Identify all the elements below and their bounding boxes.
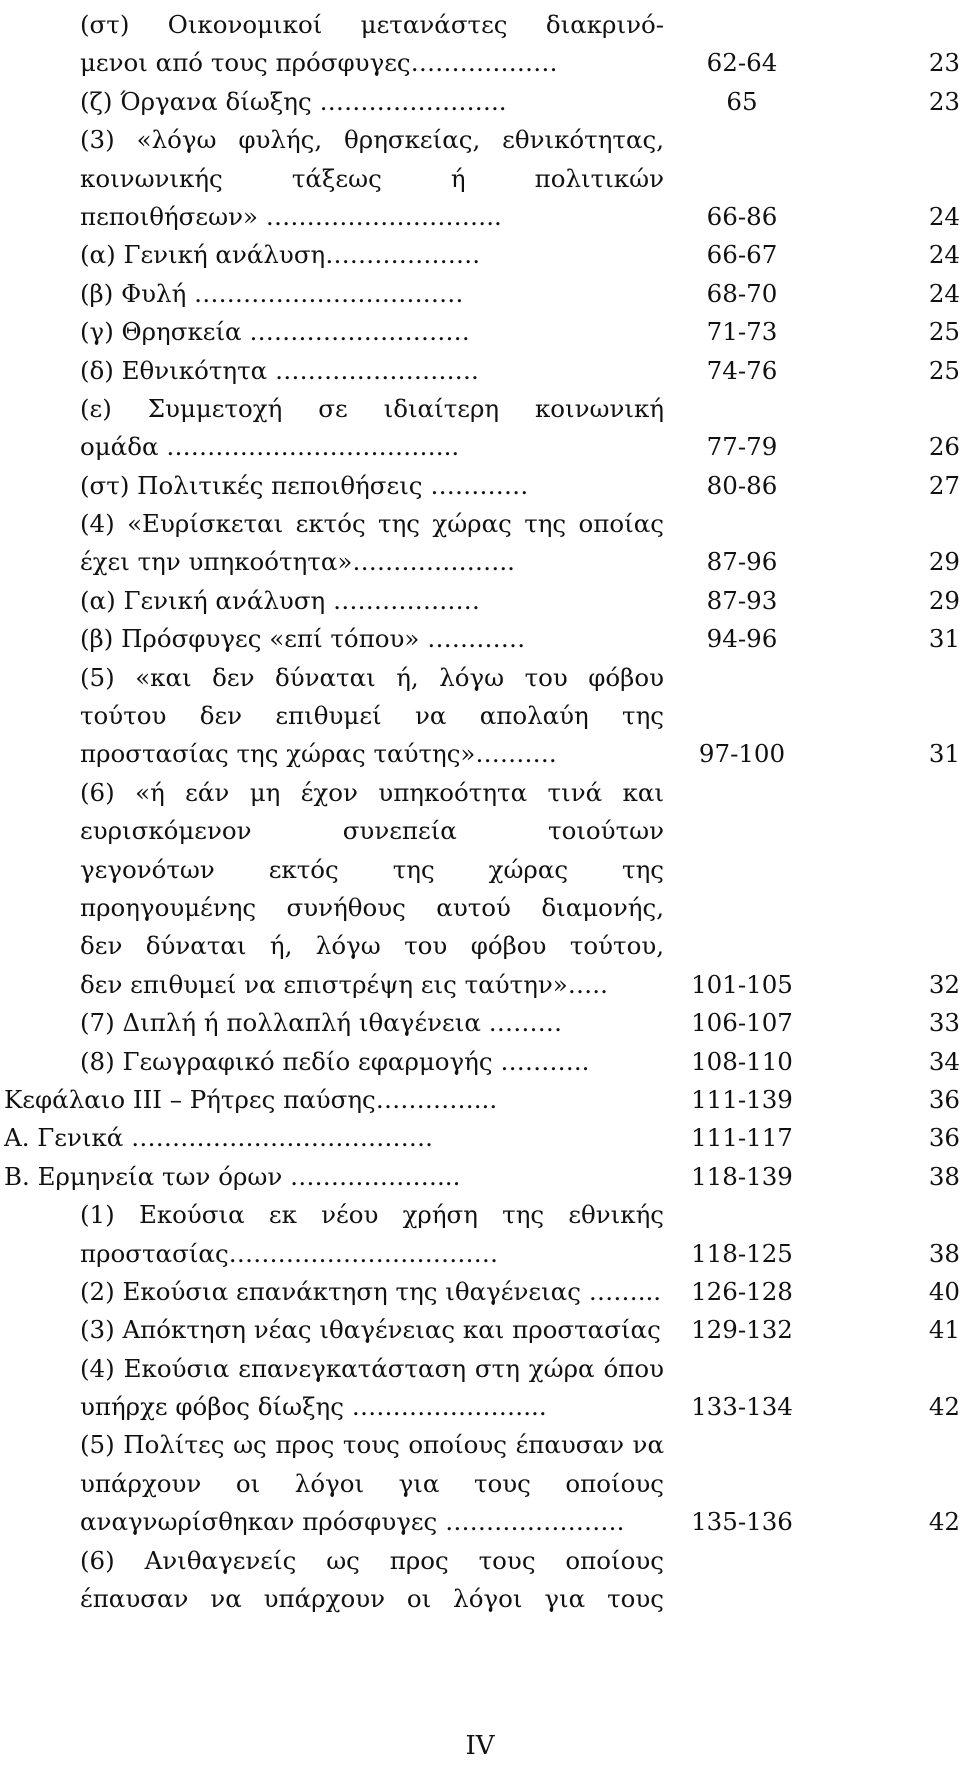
paragraph-range-cell — [672, 6, 812, 83]
page-folio: IV — [465, 1731, 495, 1761]
toc-entry — [0, 620, 960, 658]
toc-entry-line: υπάρχουν οι λόγοι για τους οποίους — [80, 1468, 664, 1498]
paragraph-range-cell — [672, 390, 812, 467]
paragraph-range: 66-67 — [706, 240, 778, 270]
toc-entry-line: κοινωνικής τάξεως ή πολιτικών — [80, 163, 664, 193]
page-number: 26 — [928, 432, 960, 462]
paragraph-range: 62-64 — [706, 48, 778, 78]
paragraph-range-cell — [672, 1043, 812, 1081]
paragraph-range-cell — [672, 659, 812, 774]
toc-entry-line: υπήρχε φόβος δίωξης …………………... — [80, 1392, 547, 1422]
toc-entry — [0, 1119, 960, 1157]
page-number-cell — [812, 774, 960, 1004]
paragraph-range-cell — [672, 467, 812, 505]
paragraph-range: 129-132 — [691, 1315, 793, 1345]
toc-entry — [0, 1004, 960, 1042]
toc-entry — [0, 1081, 960, 1119]
toc-entry-title — [0, 275, 672, 313]
paragraph-range: 74-76 — [706, 355, 778, 385]
paragraph-range: 126-128 — [691, 1276, 793, 1306]
toc-entry-line: (στ) Οικονομικοί μετανάστες διακρινό- — [80, 10, 664, 39]
page-number-cell — [812, 1311, 960, 1349]
paragraph-range: 106-107 — [691, 1008, 793, 1038]
paragraph-range-cell — [672, 1081, 812, 1119]
toc-entry-title — [0, 467, 672, 505]
toc-entry-title — [0, 313, 672, 351]
page-number-cell — [812, 467, 960, 505]
paragraph-range-cell — [672, 1158, 812, 1196]
toc-entry-line: (ζ) Όργανα δίωξης ………………….. — [80, 86, 507, 116]
toc-entry — [0, 774, 960, 1004]
page-number: 42 — [928, 1507, 960, 1537]
page-number-cell — [812, 1426, 960, 1541]
page-number: 41 — [928, 1315, 960, 1345]
paragraph-range: 118-139 — [691, 1161, 793, 1191]
toc-entry — [0, 121, 960, 236]
toc-entry-title — [0, 352, 672, 390]
toc-entry — [0, 1273, 960, 1311]
toc-entry-title — [0, 1426, 672, 1541]
page-number: 23 — [928, 48, 960, 78]
toc-entry-title — [0, 1311, 672, 1349]
page-number-cell — [812, 1273, 960, 1311]
toc-entry — [0, 1196, 960, 1273]
paragraph-range: 87-93 — [706, 585, 778, 615]
toc-entry-line: έπαυσαν να υπάρχουν οι λόγοι για τους — [80, 1584, 664, 1614]
toc-entry-line: δεν δύναται ή, λόγω του φόβου τούτου, — [80, 931, 664, 961]
toc-entry-line: (β) Φυλή …………………………… — [80, 278, 464, 308]
page-number-cell — [812, 121, 960, 236]
paragraph-range-cell — [672, 1119, 812, 1157]
toc-entry-title — [0, 774, 672, 1004]
toc-entry-title — [0, 1196, 672, 1273]
toc-entry-line: ευρισκόμενον συνεπεία τοιούτων — [80, 816, 664, 846]
toc-entry-line: (α) Γενική ανάλυση ……………… — [80, 585, 481, 615]
toc-entry-title — [0, 620, 672, 658]
toc-entry-title — [0, 659, 672, 774]
page-number-cell — [812, 1542, 960, 1619]
page-number: 36 — [928, 1084, 960, 1114]
toc-entry-title — [0, 236, 672, 274]
page-number-cell — [812, 505, 960, 582]
page-number-cell — [812, 1350, 960, 1427]
toc-entry-line: (5) «και δεν δύναται ή, λόγω του φόβου — [80, 662, 664, 692]
toc-entry-line: (α) Γενική ανάλυση………………. — [80, 240, 481, 270]
toc-entry-line: (4) «Ευρίσκεται εκτός της χώρας της οποίας — [80, 509, 664, 539]
toc-entry-line: Β. Ερμηνεία των όρων ………………... — [4, 1161, 461, 1191]
toc-entry-line: Κεφάλαιο ΙΙΙ – Ρήτρες παύσης…………... — [4, 1084, 498, 1114]
toc-entry — [0, 659, 960, 774]
paragraph-range: 97-100 — [698, 739, 786, 769]
page-number-cell — [812, 1081, 960, 1119]
toc-entry — [0, 83, 960, 121]
toc-entry-title — [0, 1004, 672, 1042]
paragraph-range: 135-136 — [691, 1507, 793, 1537]
toc-entry-line: (β) Πρόσφυγες «επί τόπου» ………… — [80, 624, 526, 654]
toc-entry-title — [0, 505, 672, 582]
page-number: 42 — [928, 1392, 960, 1422]
toc-entry-line: προστασίας της χώρας ταύτης»………. — [80, 739, 557, 769]
page-number-cell — [812, 1158, 960, 1196]
paragraph-range: 111-117 — [691, 1123, 793, 1153]
page-number: 34 — [928, 1046, 960, 1076]
paragraph-range: 101-105 — [691, 969, 793, 999]
page-number: 31 — [928, 739, 960, 769]
paragraph-range-cell — [672, 620, 812, 658]
toc-entry — [0, 582, 960, 620]
page-number-cell — [812, 1043, 960, 1081]
toc-entry-title — [0, 1119, 672, 1157]
page-number-cell — [812, 1119, 960, 1157]
paragraph-range: 87-96 — [706, 547, 778, 577]
page-number: 24 — [928, 201, 960, 231]
page-number: 27 — [928, 470, 960, 500]
page-number: 38 — [928, 1238, 960, 1268]
toc-entry-line: (3) «λόγω φυλής, θρησκείας, εθνικότητας, — [80, 125, 664, 155]
page-number-cell — [812, 1196, 960, 1273]
toc-entry — [0, 6, 960, 83]
toc-entry-title — [0, 1158, 672, 1196]
toc-entry — [0, 390, 960, 467]
paragraph-range: 77-79 — [706, 432, 778, 462]
paragraph-range-cell — [672, 582, 812, 620]
toc-entry — [0, 1350, 960, 1427]
paragraph-range: 111-139 — [691, 1084, 793, 1114]
toc-entry-title — [0, 1081, 672, 1119]
toc-entry-title — [0, 121, 672, 236]
toc-entry-line: (4) Εκούσια επανεγκατάσταση στη χώρα όπου — [80, 1353, 664, 1383]
paragraph-range-cell — [672, 1542, 812, 1619]
toc-entry-line: ομάδα ……………………………... — [80, 432, 460, 462]
page-number-cell — [812, 236, 960, 274]
paragraph-range: 118-125 — [691, 1238, 793, 1268]
paragraph-range: 71-73 — [706, 317, 778, 347]
toc-entry-line: (8) Γεωγραφικό πεδίο εφαρμογής ……….. — [80, 1046, 590, 1076]
toc-entry-title — [0, 6, 672, 83]
paragraph-range: 80-86 — [706, 470, 778, 500]
toc-entry-line: μενοι από τους πρόσφυγες……………… — [80, 48, 558, 78]
page-number: 29 — [928, 585, 960, 615]
page-number: 25 — [928, 317, 960, 347]
toc-entry-line: γεγονότων εκτός της χώρας της — [80, 854, 664, 884]
paragraph-range: 108-110 — [691, 1046, 793, 1076]
page-number: 33 — [928, 1008, 960, 1038]
toc-entry-line: δεν επιθυμεί να επιστρέψη εις ταύτην»….. — [80, 969, 608, 999]
paragraph-range-cell — [672, 83, 812, 121]
toc-entry-line: αναγνωρίσθηκαν πρόσφυγες …………………. — [80, 1507, 625, 1537]
toc-entry — [0, 1542, 960, 1619]
toc-entry — [0, 1311, 960, 1349]
toc-entry — [0, 1158, 960, 1196]
toc-entry — [0, 1043, 960, 1081]
paragraph-range-cell — [672, 1004, 812, 1042]
page-number: 40 — [928, 1276, 960, 1306]
page-number-cell — [812, 352, 960, 390]
toc-entry-line: Α. Γενικά ………………………………. — [4, 1123, 433, 1153]
toc-entry — [0, 505, 960, 582]
toc-entry-title — [0, 390, 672, 467]
toc-entry-line: (5) Πολίτες ως προς τους οποίους έπαυσαν να — [80, 1430, 664, 1460]
paragraph-range-cell — [672, 1426, 812, 1541]
toc-entry-line: τούτου δεν επιθυμεί να απολαύη της — [80, 701, 664, 731]
page-number-cell — [812, 313, 960, 351]
page-number: 25 — [928, 355, 960, 385]
toc-entry-title — [0, 1043, 672, 1081]
page-number: 31 — [928, 624, 960, 654]
toc-entry — [0, 352, 960, 390]
toc-entry-line: (3) Απόκτηση νέας ιθαγένειας και προστασίας — [80, 1315, 661, 1345]
page-number: 24 — [928, 240, 960, 270]
toc-entry-line: (7) Διπλή ή πολλαπλή ιθαγένεια ……… — [80, 1008, 563, 1038]
paragraph-range-cell — [672, 275, 812, 313]
toc-entry-line: (2) Εκούσια επανάκτηση της ιθαγένειας ……... — [80, 1276, 662, 1306]
paragraph-range-cell — [672, 1350, 812, 1427]
toc-entry — [0, 1426, 960, 1541]
paragraph-range-cell — [672, 774, 812, 1004]
paragraph-range-cell — [672, 1273, 812, 1311]
paragraph-range-cell — [672, 352, 812, 390]
page-number-cell — [812, 1004, 960, 1042]
page-number-cell — [812, 83, 960, 121]
toc-entry-title — [0, 582, 672, 620]
paragraph-range: 94-96 — [706, 624, 778, 654]
page-number: 24 — [928, 278, 960, 308]
page-number: 32 — [928, 969, 960, 999]
toc-entry-title — [0, 1273, 672, 1311]
toc-entry-title — [0, 83, 672, 121]
paragraph-range: 65 — [726, 86, 758, 116]
paragraph-range-cell — [672, 1196, 812, 1273]
toc-entry-line: (6) Ανιθαγενείς ως προς τους οποίους — [80, 1545, 664, 1575]
toc-entry-line: (1) Εκούσια εκ νέου χρήση της εθνικής — [80, 1200, 664, 1230]
page-number: 29 — [928, 547, 960, 577]
paragraph-range: 68-70 — [706, 278, 778, 308]
toc-entry-line: (ε) Συμμετοχή σε ιδιαίτερη κοινωνική — [80, 393, 664, 423]
toc-entry-line: (στ) Πολιτικές πεποιθήσεις ………… — [80, 470, 529, 500]
toc-entry-line: έχει την υπηκοότητα»……………….. — [80, 547, 515, 577]
toc-entry — [0, 467, 960, 505]
paragraph-range: 66-86 — [706, 201, 778, 231]
paragraph-range: 133-134 — [691, 1392, 793, 1422]
table-of-contents — [0, 6, 960, 1618]
page-number-cell — [812, 582, 960, 620]
page-number: 38 — [928, 1161, 960, 1191]
page-number: 36 — [928, 1123, 960, 1153]
paragraph-range-cell — [672, 1311, 812, 1349]
toc-entry-line: προηγουμένης συνήθους αυτού διαμονής, — [80, 892, 664, 922]
paragraph-range-cell — [672, 313, 812, 351]
page-number-cell — [812, 390, 960, 467]
paragraph-range-cell — [672, 505, 812, 582]
toc-entry-title — [0, 1350, 672, 1427]
paragraph-range-cell — [672, 236, 812, 274]
toc-entry-line: (δ) Εθνικότητα ……………………. — [80, 355, 479, 385]
page-number-cell — [812, 275, 960, 313]
toc-entry-line: (6) «ή εάν μη έχον υπηκοότητα τινά και — [80, 777, 664, 807]
toc-entry — [0, 275, 960, 313]
page-number-cell — [812, 6, 960, 83]
page-number-cell — [812, 620, 960, 658]
toc-entry-line: (γ) Θρησκεία ……………………… — [80, 317, 470, 347]
page-number: 23 — [928, 86, 960, 116]
page-number-cell — [812, 659, 960, 774]
toc-entry-line: πεποιθήσεων» ……………………….. — [80, 201, 502, 231]
toc-entry — [0, 313, 960, 351]
paragraph-range-cell — [672, 121, 812, 236]
toc-entry — [0, 236, 960, 274]
toc-entry-line: προστασίας…………………………… — [80, 1238, 499, 1268]
toc-entry-title — [0, 1542, 672, 1619]
